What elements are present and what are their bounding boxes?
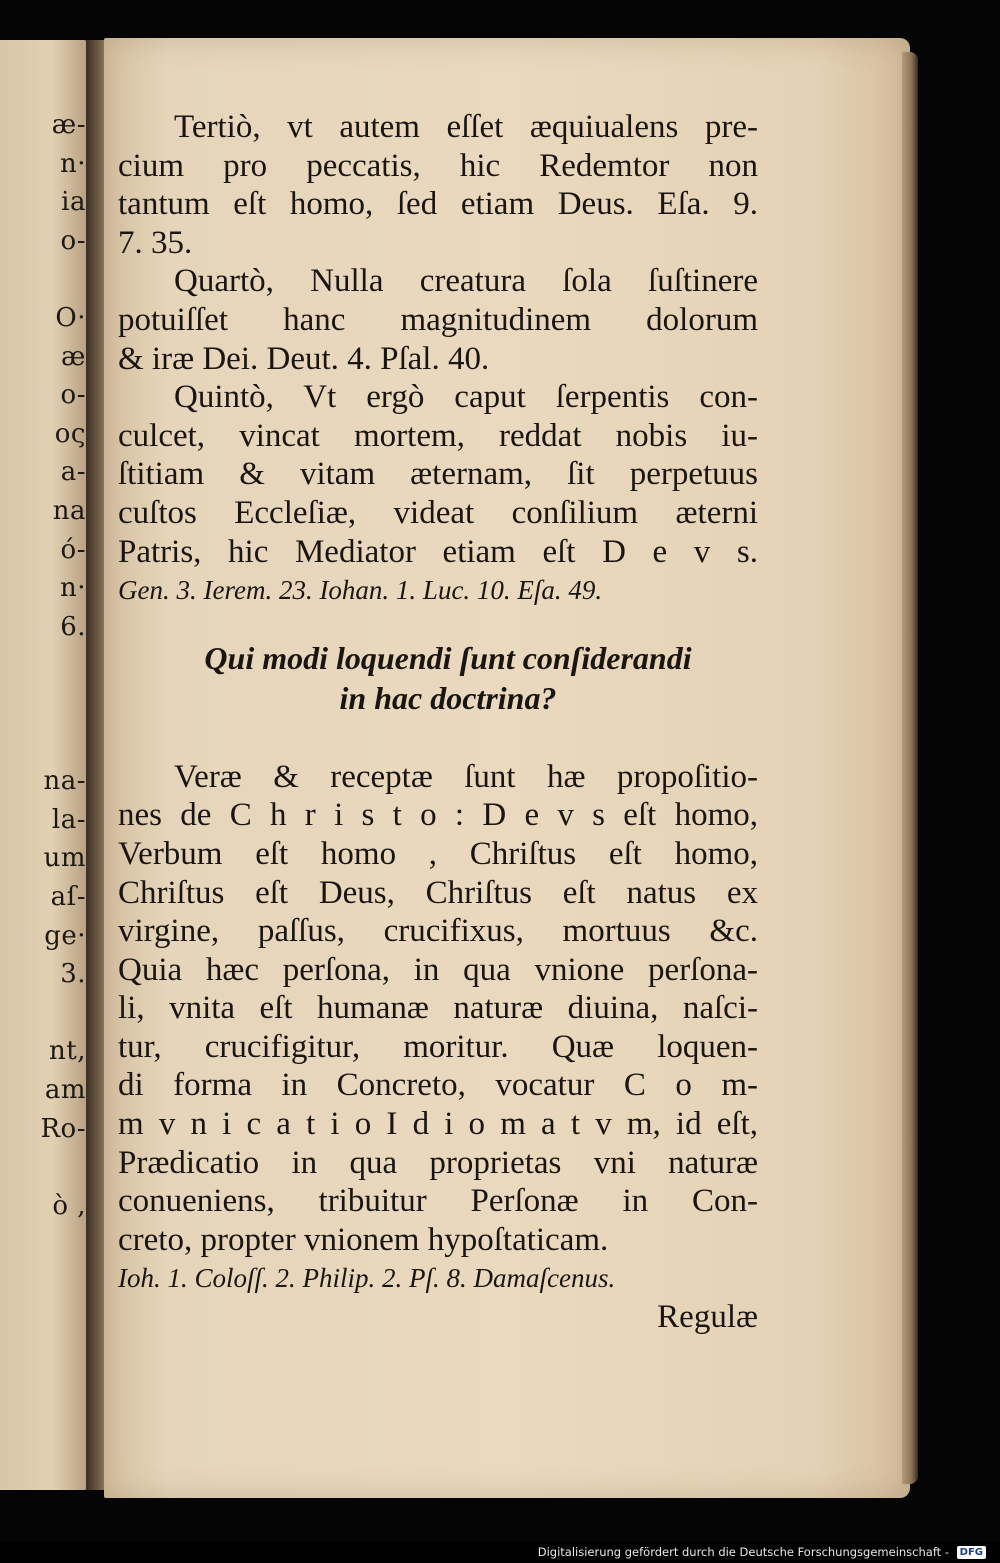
catchword-text: Regulæ: [657, 1299, 758, 1336]
left-page-fragment: na-: [43, 766, 86, 797]
dfg-logo: DFG: [957, 1546, 986, 1559]
left-page-fragment: 3.: [60, 959, 86, 990]
left-page-fragment: ó-: [60, 534, 86, 565]
left-page-fragment: ia: [61, 187, 86, 218]
catchword: [118, 1298, 758, 1337]
left-page-fragment: a-: [60, 457, 86, 488]
text-line: Prædicatio in qua proprietas vni naturæ: [118, 1144, 758, 1181]
text-line: creto, propter vnionem hypoſtaticam.: [118, 1221, 609, 1258]
text-line: nes de C h r i s t o : D e v s eſt homo,: [118, 797, 758, 834]
text-line: Quartò, Nulla creatura ſola ſuſtinere: [174, 263, 758, 300]
left-page-fragment: nt,: [49, 1036, 86, 1067]
left-page-fragment: n·: [59, 573, 86, 604]
left-page-fragment: Ro-: [40, 1113, 86, 1144]
text-line: Tertiò, vt autem eſſet æquiualens pre-: [174, 109, 758, 145]
paragraph-quarto: [118, 262, 758, 378]
text-line: Chriſtus eſt Deus, Chriſtus eſt natus ex: [118, 874, 758, 911]
text-line: virgine, paſſus, crucifixus, mortuus &c.: [118, 913, 758, 950]
text-line: Patris, hic Mediator etiam eſt D e v s.: [118, 533, 758, 570]
page-text: [118, 108, 758, 1337]
left-page-fragment: 6.: [60, 611, 86, 642]
text-line: tur, crucifigitur, moritur. Quæ loquen-: [118, 1028, 758, 1065]
left-page-fragment: o-: [60, 380, 86, 411]
left-page-fragment: o-: [60, 225, 86, 256]
heading-line: Qui modi loquendi ſunt conſiderandi: [204, 639, 692, 676]
footer-credit: [0, 1541, 1000, 1563]
heading-line: in hac doctrina?: [339, 679, 557, 716]
text-line: 7. 35.: [118, 224, 193, 261]
citation-line: Gen. 3. Ierem. 23. Iohan. 1. Luc. 10. Eſa. 49.: [118, 575, 603, 606]
text-line: & iræ Dei. Deut. 4. Pſal. 40.: [118, 340, 490, 377]
left-page-fragment: ò ,: [52, 1190, 86, 1221]
text-line: di forma in Concreto, vocatur C o m-: [118, 1067, 758, 1104]
left-page-fragment: ge·: [44, 920, 86, 951]
left-page-fragment: am: [44, 1075, 86, 1105]
citation-line: Ioh. 1. Coloſſ. 2. Philip. 2. Pſ. 8. Damaſcenus.: [118, 1263, 616, 1294]
text-line: culcet, vincat mortem, reddat nobis iu-: [118, 417, 758, 454]
text-line: conueniens, tribuitur Perſonæ in Con-: [118, 1183, 758, 1220]
section-heading: [118, 638, 758, 718]
left-page-fragment: la-: [51, 804, 86, 835]
text-line: ſtitiam & vitam æternam, ſit perpetuus: [118, 456, 758, 493]
footer-text: Digitalisierung gefördert durch die Deutsche Forschungsgemeinschaft -: [537, 1545, 949, 1559]
text-line: cuſtos Eccleſiæ, videat conſilium æterni: [118, 494, 758, 531]
paragraph-verae: [118, 758, 758, 1298]
text-line: li, vnita eſt humanæ naturæ diuina, naſci-: [118, 990, 758, 1027]
left-page-fragment: æ-: [51, 110, 86, 140]
left-page: [0, 40, 88, 1490]
text-line: Quia hæc perſona, in qua vnione perſona-: [118, 951, 758, 988]
text-line: potuiſſet hanc magnitudinem dolorum: [118, 301, 758, 338]
text-line: Verbum eſt homo , Chriſtus eſt homo,: [118, 835, 758, 872]
left-page-fragment: na: [52, 496, 86, 526]
left-page-fragment: um: [43, 843, 86, 874]
text-line: tantum eſt homo, ſed etiam Deus. Eſa. 9.: [118, 186, 758, 223]
text-line: Veræ & receptæ ſunt hæ propoſitio-: [174, 758, 758, 795]
paragraph-tertio: [118, 108, 758, 262]
text-line: cium pro peccatis, hic Redemtor non: [118, 147, 758, 184]
text-line: Quintò, Vt ergò caput ſerpentis con-: [174, 379, 758, 416]
left-page-fragment: ος: [54, 418, 86, 449]
left-page-fragment: n·: [59, 148, 86, 179]
paragraph-quinto: [118, 378, 758, 610]
text-line: m v n i c a t i o I d i o m a t v m, id eſt,: [118, 1106, 758, 1143]
left-page-fragment: aſ-: [50, 882, 86, 912]
left-page-fragment: æ: [61, 341, 86, 372]
page-edge: [902, 52, 918, 1484]
left-page-fragment: O·: [55, 303, 86, 333]
